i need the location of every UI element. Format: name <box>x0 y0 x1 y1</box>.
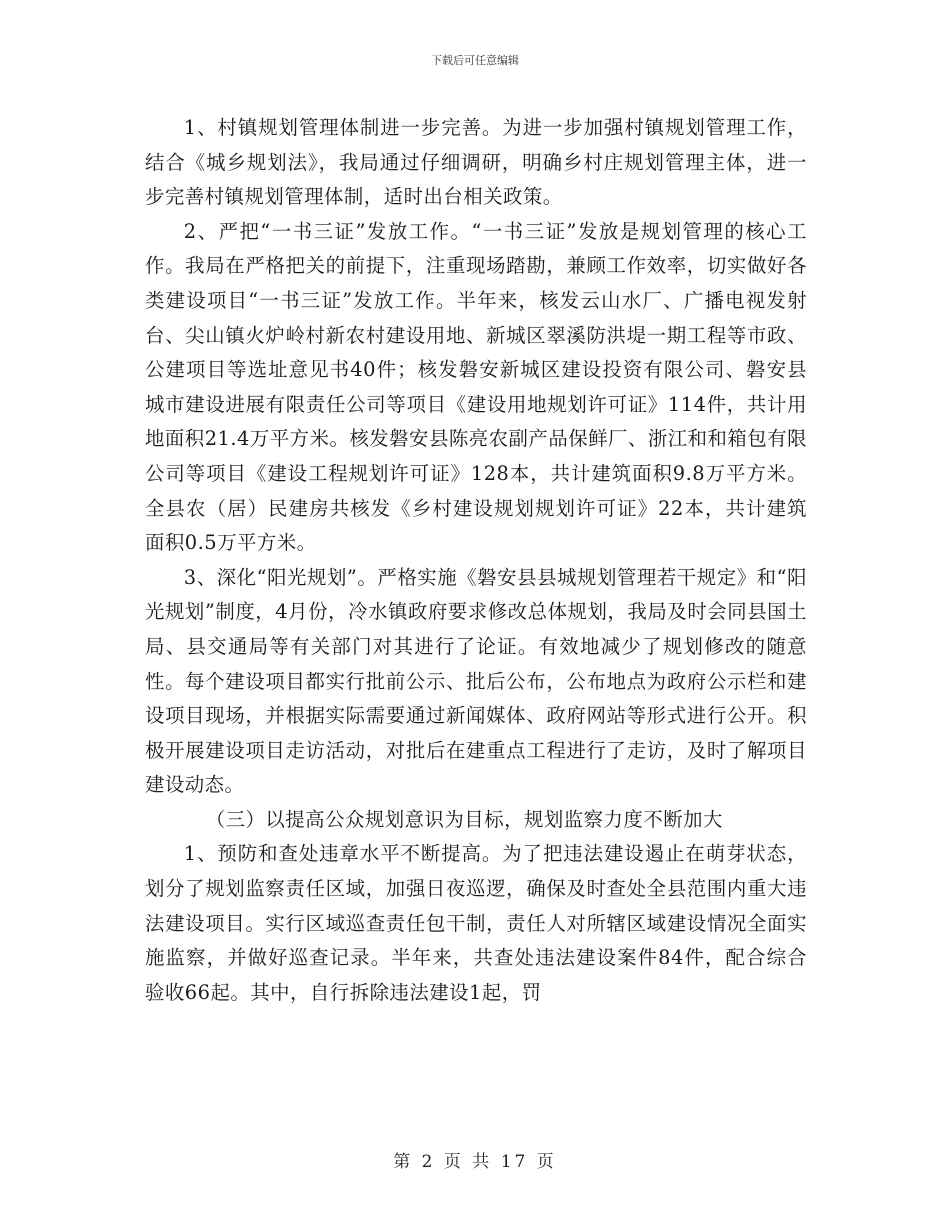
paragraph-violation-prevention: 1、预防和查处违章水平不断提高。为了把违法建设遏止在萌芽状态，划分了规划监察责任区域，加强日夜巡逻，确保及时查处全县范围内重大违法建设项目。实行区域巡查责任包干制，责任人对所辖区域建设情况全面实施监察，并做好巡查记录。半年来，共查处违法建设案件84件，配合综合验收66起。其中，自行拆除违法建设1起，罚 <box>145 842 807 1004</box>
paragraph-one-book-three-certificates: 2、严把“一书三证”发放工作。“一书三证”发放是规划管理的核心工作。我局在严格把关的前提下，注重现场踏勘，兼顾工作效率，切实做好各类建设项目“一书三证”发放工作。半年来，核发云山水厂、广播电视发射台、尖山镇火炉岭村新农村建设用地、新城区翠溪防洪堤一期工程等市政、公建项目等选址意见书40件；核发磐安新城区建设投资有限公司、磐安县城市建设进展有限责任公司等项目《建设用地规划许可证》114件，共计用地面积21.4万平方米。核发磐安县陈亮农副产品保鲜厂、浙江和和箱包有限公司等项目《建设工程规划许可证》128本，共计建筑面积9.8万平方米。全县农（居）民建房共核发《乡村建设规划规划许可证》22本，共计建筑面积0.5万平方米。 <box>145 219 807 555</box>
paragraph-sunshine-planning: 3、深化“阳光规划”。严格实施《磐安县县城规划管理若干规定》和“阳光规划”制度，4月份，冷水镇政府要求修改总体规划，我局及时会同县国土局、县交通局等有关部门对其进行了论证。有效地减少了规划修改的随意性。每个建设项目都实行批前公示、批后公布，公布地点为政府公示栏和建设项目现场，并根据实际需要通过新闻媒体、政府网站等形式进行公开。积极开展建设项目走访活动，对批后在建重点工程进行了走访，及时了解项目建设动态。 <box>145 565 807 797</box>
document-body <box>145 111 807 1010</box>
page-number-footer: 第 2 页 共 17 页 <box>393 1152 557 1172</box>
paragraph-village-planning: 1、村镇规划管理体制进一步完善。为进一步加强村镇规划管理工作，结合《城乡规划法》，我局通过仔细调研，明确乡村庄规划管理主体，进一步完善村镇规划管理体制，适时出台相关政策。 <box>145 116 807 209</box>
page-header: 下载后可任意编辑 <box>431 54 519 67</box>
section-heading-planning-supervision: （三）以提高公众规划意识为目标，规划监察力度不断加大 <box>205 807 723 831</box>
